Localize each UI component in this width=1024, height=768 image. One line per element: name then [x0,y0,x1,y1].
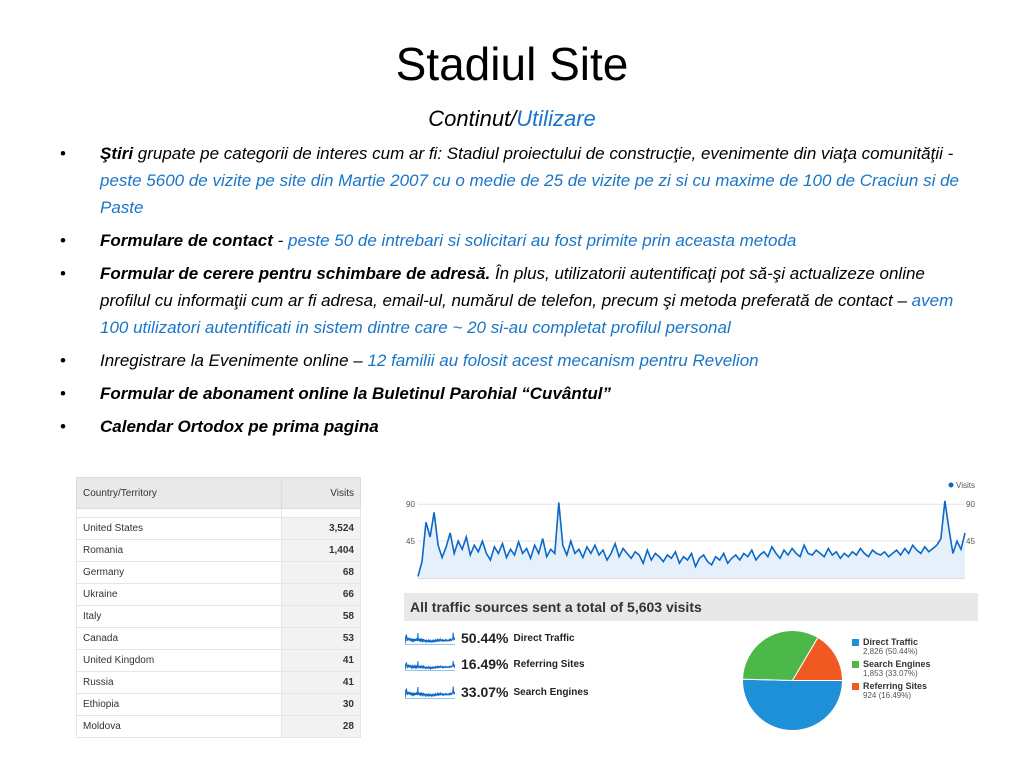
country-cell: Ukraine [77,584,282,606]
legend-value: 924 (16.49%) [863,691,912,700]
bullet-dot: • [60,351,66,370]
visits-cell: 66 [282,584,361,606]
visits-cell: 30 [282,694,361,716]
legend-swatch [852,683,859,690]
bullet-text: Inregistrare la Evenimente online – [100,351,368,370]
traffic-summary-headline: All traffic sources sent a total of 5,603 visits [404,593,978,621]
country-cell: Romania [77,540,282,562]
bullet-item [60,227,970,254]
visits-area [418,501,965,578]
source-percent: 33.07% [461,684,509,700]
sparkline-referring [405,657,455,671]
legend-label: Search Engines [863,659,931,669]
y-tick-label-right: 45 [966,537,975,547]
y-tick-label: 90 [406,500,415,510]
bullet-stat: 12 familii au folosit acest mecanism pentru Revelion [367,351,759,370]
visits-cell: 41 [282,672,361,694]
bullet-bold: Formular de cerere pentru schimbare de adresă. [100,264,491,283]
bullet-bold: Formular de abonament online la Buletinul Parohial “Cuvântul” [100,384,612,403]
visits-line-chart [400,478,980,583]
visits-cell: 1,404 [282,540,361,562]
traffic-source-direct [405,628,575,648]
table-spacer [77,509,361,518]
table-row [77,716,361,738]
bullet-bold: Formulare de contact [100,231,273,250]
slide-title: Stadiul Site [395,38,629,90]
sparkline-direct [405,631,455,645]
table-row [77,694,361,716]
slide-subtitle [0,104,1024,134]
legend-swatch [852,661,859,668]
traffic-pie-chart [740,628,845,733]
bullet-dot: • [60,231,66,250]
sparkline-path [405,661,455,670]
bullet-dot: • [60,417,66,436]
country-cell: United Kingdom [77,650,282,672]
table-header-row [77,478,361,509]
visits-cell: 53 [282,628,361,650]
visits-chart-svg [400,478,980,583]
legend-dot [949,483,954,488]
bullet-item [60,413,970,440]
y-tick-label: 45 [406,537,415,547]
traffic-source-referring [405,654,585,674]
bullet-item [60,140,970,221]
country-cell: Germany [77,562,282,584]
visits-cell: 28 [282,716,361,738]
subtitle-part-usage: Utilizare [516,106,596,131]
bullet-stat: peste 50 de intrebari si solicitari au fost primite prin aceasta metoda [287,231,797,250]
bullet-text: - [272,231,288,250]
bullet-item [60,260,970,341]
bullet-text: În plus, utilizatorii autentificaţi pot să-şi actualizeze online profilul cu informaţii cum ar fi adresa, email-ul, numărul de telefon, precum şi metoda preferată de contact – [100,264,925,310]
country-cell: Italy [77,606,282,628]
bullet-dot: • [60,264,66,283]
column-header-country: Country/Territory [77,478,282,509]
source-label: Direct Traffic [513,632,575,644]
sparkline-path [405,633,455,644]
pie-svg [740,628,845,733]
country-cell: Russia [77,672,282,694]
pie-legend [852,637,931,703]
source-percent: 16.49% [461,656,509,672]
legend-label: Direct Traffic [863,637,919,647]
bullet-dot: • [60,384,66,403]
legend-item-search [852,659,931,678]
bullet-bold: Ştiri [100,144,134,163]
visits-cell: 3,524 [282,518,361,540]
legend-item-referring [852,681,931,700]
subtitle-part-content: Continut/ [428,106,517,131]
sparkline-path [405,687,455,698]
legend-label: Referring Sites [863,681,928,691]
legend-label-visits: Visits [956,481,975,490]
bullet-text: grupate pe categorii de interes cum ar fi: Stadiul proiectului de construcţie, evenimente din viaţa comunităţii - [133,144,954,163]
visits-cell: 68 [282,562,361,584]
bullet-item [60,347,970,374]
bullet-stat: peste 5600 de vizite pe site din Martie 2007 cu o medie de 25 de vizite pe zi si cu maxime de 100 de Craciun si de Paste [100,171,959,217]
pie-slice-direct-traffic [743,679,843,730]
source-percent: 50.44% [461,630,509,646]
country-cell: Canada [77,628,282,650]
legend-value: 1,853 (33.07%) [863,669,918,678]
sparkline-search [405,685,455,699]
legend-item-direct [852,637,931,656]
table-row [77,606,361,628]
table-row [77,628,361,650]
legend-swatch [852,639,859,646]
country-cell: Moldova [77,716,282,738]
table-row [77,518,361,540]
traffic-source-search [405,682,589,702]
bullet-stat: avem 100 utilizatori autentificati in sistem dintre care ~ 20 si-au completat profilul personal [100,291,954,337]
country-visits-table [76,477,361,738]
table-row [77,650,361,672]
bullet-item [60,380,970,407]
column-header-visits: Visits [282,478,361,509]
visits-cell: 58 [282,606,361,628]
bullet-dot: • [60,144,66,163]
table-row [77,672,361,694]
table-row [77,584,361,606]
table-row [77,540,361,562]
bullet-list [60,140,970,446]
visits-cell: 41 [282,650,361,672]
bullet-bold: Calendar Ortodox pe prima pagina [100,417,379,436]
y-tick-label-right: 90 [966,500,975,510]
country-cell: Ethiopia [77,694,282,716]
source-label: Search Engines [513,686,589,698]
source-label: Referring Sites [513,658,585,670]
country-cell: United States [77,518,282,540]
legend-value: 2,826 (50.44%) [863,647,918,656]
table-row [77,562,361,584]
